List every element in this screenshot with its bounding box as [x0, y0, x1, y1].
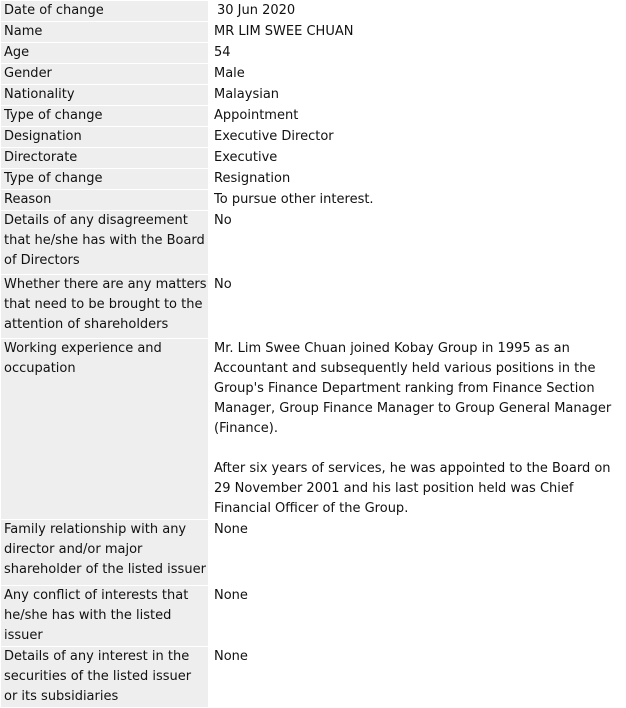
table-row — [1, 211, 625, 275]
row-value-directorate: Executive — [210, 148, 626, 169]
table-row — [1, 339, 625, 520]
row-value-type-of-change-2: Resignation — [210, 169, 626, 190]
row-label-disagreement: Details of any disagreement that he/she has with the Board of Directors — [1, 211, 210, 275]
row-value-family-relationship: None — [210, 520, 626, 586]
table-row — [1, 148, 625, 169]
row-value-conflict-of-interests: None — [210, 586, 626, 647]
table-row — [1, 275, 625, 339]
working-experience-paragraph-1: Mr. Lim Swee Chuan joined Kobay Group in 1995 as an Accountant and subsequently held various positions in the Group's Finance Department ranking from Finance Section Manager, Group Finance Manager to Group General Manager (Finance). — [214, 341, 612, 436]
row-label-working-experience: Working experience and occupation — [1, 339, 210, 520]
row-value-type-of-change: Appointment — [210, 106, 626, 127]
row-label-conflict-of-interests: Any conflict of interests that he/she has with the listed issuer — [1, 586, 210, 647]
row-value-date-of-change: 30 Jun 2020 — [210, 1, 626, 22]
row-label-designation: Designation — [1, 127, 210, 148]
row-value-disagreement: No — [210, 211, 626, 275]
table-row — [1, 64, 625, 85]
table-row — [1, 22, 625, 43]
row-label-securities-interest: Details of any interest in the securities of the listed issuer or its subsidiaries — [1, 647, 210, 708]
row-label-type-of-change: Type of change — [1, 106, 210, 127]
row-value-nationality: Malaysian — [210, 85, 626, 106]
row-label-family-relationship: Family relationship with any director and/or major shareholder of the listed issuer — [1, 520, 210, 586]
table-row — [1, 85, 625, 106]
row-label-date-of-change: Date of change — [1, 1, 210, 22]
row-value-age: 54 — [210, 43, 626, 64]
row-label-reason: Reason — [1, 190, 210, 211]
row-value-working-experience — [210, 339, 626, 520]
director-change-announcement — [0, 1, 626, 704]
table-row — [1, 190, 625, 211]
row-label-type-of-change-2: Type of change — [1, 169, 210, 190]
table-row — [1, 127, 625, 148]
table-row — [1, 106, 625, 127]
row-label-nationality: Nationality — [1, 85, 210, 106]
row-label-gender: Gender — [1, 64, 210, 85]
table-row — [1, 1, 625, 22]
table-row — [1, 647, 625, 708]
row-value-gender: Male — [210, 64, 626, 85]
working-experience-paragraph-2: After six years of services, he was appointed to the Board on 29 November 2001 and his last position held was Chief Financial Officer of the Group. — [214, 461, 611, 516]
row-value-matters-for-shareholders: No — [210, 275, 626, 339]
row-value-securities-interest: None — [210, 647, 626, 708]
row-label-directorate: Directorate — [1, 148, 210, 169]
row-value-designation: Executive Director — [210, 127, 626, 148]
row-label-name: Name — [1, 22, 210, 43]
row-value-reason: To pursue other interest. — [210, 190, 626, 211]
row-label-matters-for-shareholders: Whether there are any matters that need to be brought to the attention of shareholders — [1, 275, 210, 339]
table-row — [1, 43, 625, 64]
row-label-age: Age — [1, 43, 210, 64]
row-value-name: MR LIM SWEE CHUAN — [210, 22, 626, 43]
announcement-details-table — [1, 1, 625, 708]
table-row — [1, 169, 625, 190]
table-row — [1, 520, 625, 586]
table-row — [1, 586, 625, 647]
